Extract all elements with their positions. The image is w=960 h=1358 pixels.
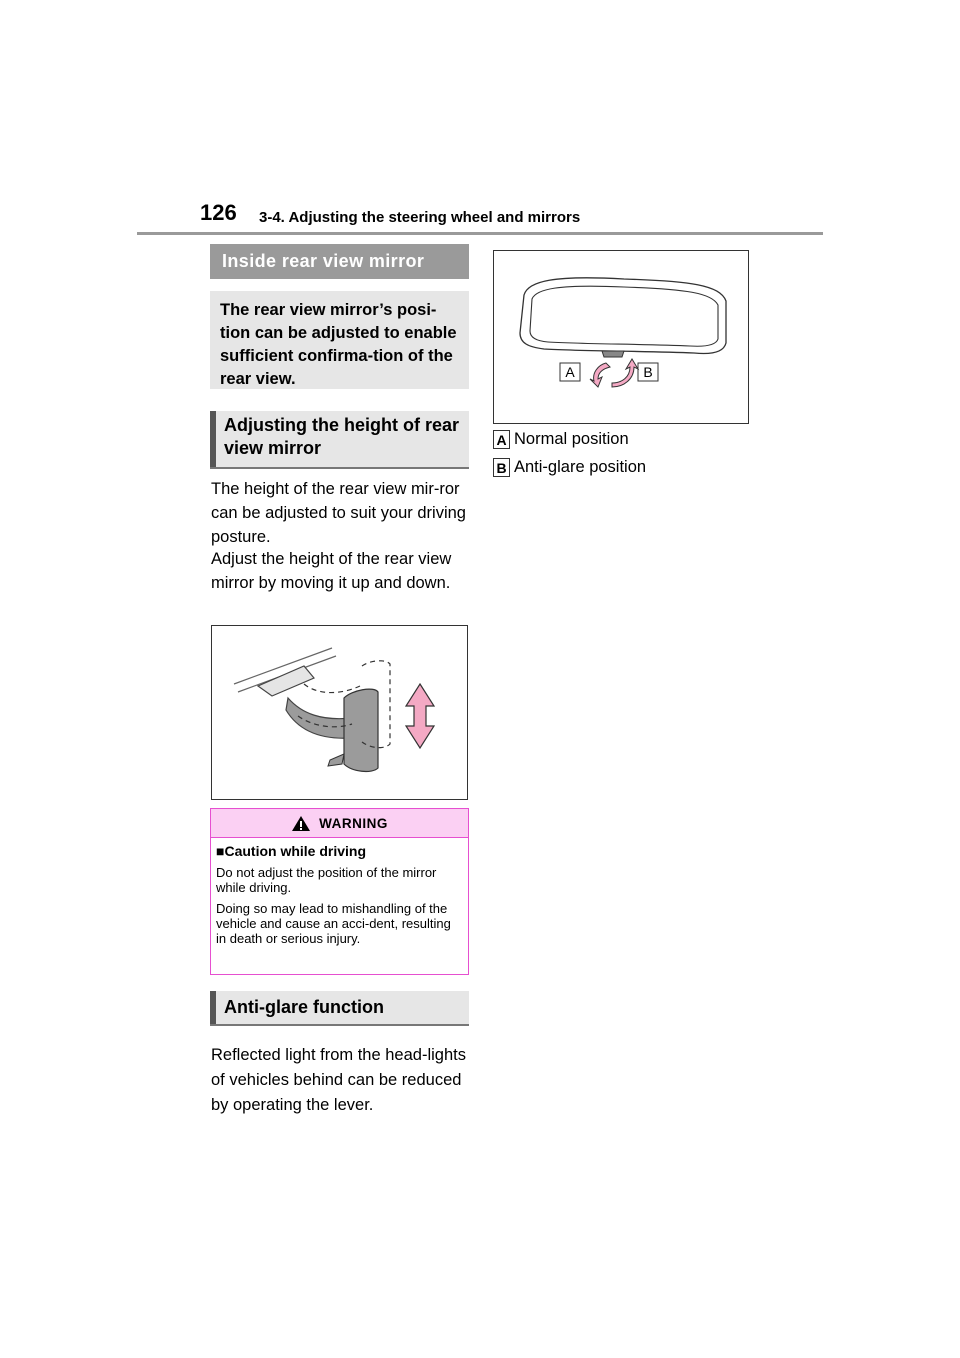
legend-text-b: Anti-glare position [514, 458, 647, 476]
page-number: 126 [200, 200, 237, 225]
arrow-to-a [590, 363, 610, 387]
figure-label-a: A [565, 364, 575, 380]
warning-label: WARNING [319, 815, 388, 831]
arrow-to-b [612, 359, 638, 387]
section-title: Inside rear view mirror [210, 244, 469, 279]
height-heading: Adjusting the height of rear view mirror [210, 411, 469, 467]
chapter-title: 3-4. Adjusting the steering wheel and mirrors [259, 209, 581, 226]
warning-paragraph-2: Doing so may lead to mishandling of the vehicle and cause an acci-dent, resulting in death or serious injury. [216, 901, 451, 946]
height-paragraph-1: The height of the rear view mir-ror can be adjusted to suit your driving posture. [211, 480, 466, 546]
warning-box [210, 808, 469, 975]
section-intro: The rear view mirror’s posi-tion can be adjusted to enable sufficient confirma-tion of the rear view. [210, 291, 469, 389]
legend-key-b: B [493, 458, 510, 477]
height-paragraph-2: Adjust the height of the rear view mirror by moving it up and down. [211, 550, 452, 592]
figure-label-b: B [643, 364, 653, 380]
warning-triangle-icon [291, 815, 311, 832]
warning-title: ■Caution while driving [216, 843, 367, 859]
antiglare-paragraph: Reflected light from the head-lights of vehicles behind can be reduced by operating the lever. [211, 1046, 466, 1114]
header-divider [137, 232, 823, 235]
legend-item-a [493, 430, 629, 449]
warning-paragraph-1: Do not adjust the position of the mirror while driving. [216, 865, 437, 895]
legend-key-a: A [493, 430, 510, 449]
legend-text-a: Normal position [514, 430, 629, 448]
up-down-arrow [406, 684, 434, 748]
warning-header [211, 809, 468, 838]
height-adjust-figure [211, 625, 468, 800]
antiglare-figure [493, 250, 749, 424]
legend-item-b [493, 458, 646, 477]
antiglare-heading: Anti-glare function [210, 991, 469, 1024]
mirror-height-illustration [212, 626, 467, 799]
mirror-antiglare-illustration [494, 251, 748, 423]
